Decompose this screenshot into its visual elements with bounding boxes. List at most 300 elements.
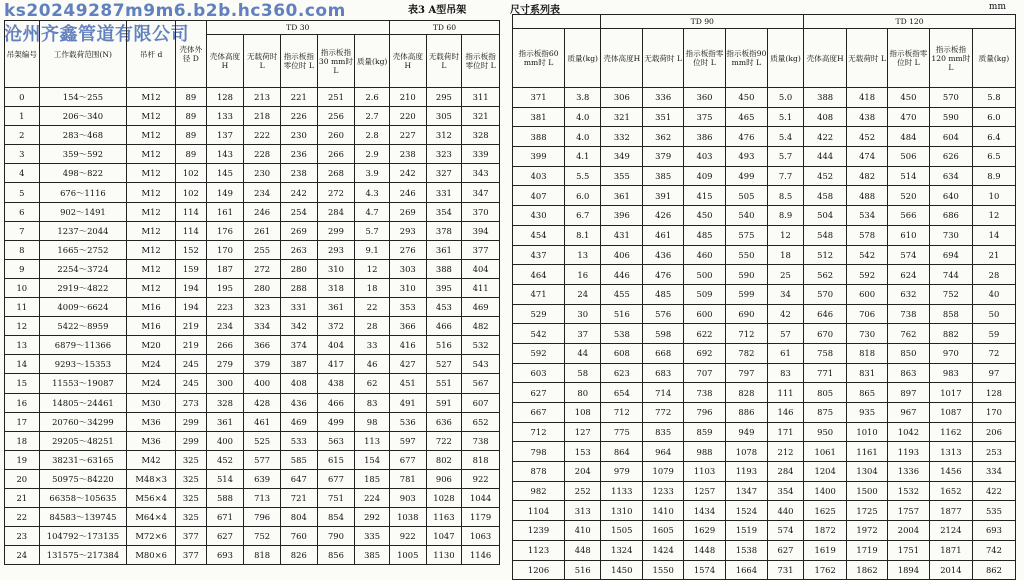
table-cell: 62: [355, 374, 390, 393]
table-cell: 293: [389, 221, 426, 240]
table-cell: 42: [767, 304, 803, 324]
table-cell: 349: [601, 147, 643, 167]
table-cell: 57: [767, 324, 803, 344]
table-cell: 13: [5, 336, 40, 355]
table-cell: 592: [513, 343, 565, 363]
table-cell: 288: [280, 278, 317, 297]
table-cell: 428: [244, 393, 281, 412]
table-cell: 826: [280, 546, 317, 565]
table-cell: 509: [684, 284, 726, 304]
table-cell: 260: [317, 126, 355, 145]
table-cell: 30: [565, 304, 601, 324]
table-row: [5, 336, 500, 355]
table-row: [513, 265, 1016, 285]
table-cell: 488: [847, 186, 888, 206]
table-cell: 1103: [684, 462, 726, 482]
table-cell: 730: [929, 225, 972, 245]
table-cell: 361: [206, 412, 244, 431]
table-cell: 505: [725, 186, 767, 206]
header-td60-cont: [513, 15, 601, 29]
table-cell: 1237～2044: [39, 221, 127, 240]
table-cell: 610: [887, 225, 929, 245]
table-cell: 464: [513, 265, 565, 285]
table-cell: 482: [847, 166, 888, 186]
table-cell: 153: [565, 442, 601, 462]
table-cell: 1532: [887, 481, 929, 501]
table-cell: 325: [176, 469, 207, 488]
table-cell: 114: [176, 202, 207, 221]
table-cell: 381: [513, 107, 565, 127]
table-cell: 391: [643, 186, 684, 206]
table-cell: 331: [426, 183, 462, 202]
table-cell: 325: [176, 488, 207, 507]
table-cell: 230: [244, 164, 281, 183]
table-cell: 1233: [643, 481, 684, 501]
table-cell: 372: [317, 317, 355, 336]
table-cell: 351: [643, 107, 684, 127]
table-cell: 450: [725, 88, 767, 108]
table-cell: 377: [176, 546, 207, 565]
table-cell: 922: [462, 469, 500, 488]
table-cell: 279: [206, 355, 244, 374]
table-cell: 683: [643, 363, 684, 383]
table-cell: 864: [601, 442, 643, 462]
header-mass: 质量(kg): [355, 35, 390, 88]
table-cell: 194: [176, 298, 207, 317]
table-cell: 7.7: [767, 166, 803, 186]
table-cell: 15: [5, 374, 40, 393]
table-cell: 104792～173135: [39, 527, 127, 546]
table-cell: 219: [176, 336, 207, 355]
table-cell: 6: [5, 202, 40, 221]
table-cell: 458: [804, 186, 847, 206]
table-cell: 538: [601, 324, 643, 344]
table-cell: 1605: [643, 521, 684, 541]
table-cell: 2919～4822: [39, 278, 127, 297]
table-cell: M12: [127, 240, 176, 259]
table-cell: 590: [725, 265, 767, 285]
table-cell: 775: [601, 422, 643, 442]
table-cell: 4: [5, 164, 40, 183]
table-cell: 1179: [462, 508, 500, 527]
table-cell: 396: [601, 206, 643, 226]
table-cell: 533: [280, 431, 317, 450]
table-cell: 59: [972, 324, 1015, 344]
table-row: [513, 442, 1016, 462]
table-cell: 1017: [929, 383, 972, 403]
table-cell: 2.6: [355, 88, 390, 107]
table-cell: M12: [127, 259, 176, 278]
table-cell: M16: [127, 317, 176, 336]
table-cell: 28: [355, 317, 390, 336]
table-row: [513, 166, 1016, 186]
table-cell: 712: [601, 403, 643, 423]
table-cell: 935: [847, 403, 888, 423]
table-cell: 377: [462, 240, 500, 259]
table-cell: 336: [643, 88, 684, 108]
table-cell: 600: [684, 304, 726, 324]
table-cell: 359～592: [39, 145, 127, 164]
table-cell: 731: [767, 560, 803, 580]
table-cell: 284: [317, 202, 355, 221]
table-cell: 332: [601, 127, 643, 147]
table-cell: 493: [725, 147, 767, 167]
table-cell: 922: [389, 527, 426, 546]
table-row: [513, 343, 1016, 363]
table-cell: 89: [176, 126, 207, 145]
table-cell: 865: [847, 383, 888, 403]
table-cell: 84583～139745: [39, 508, 127, 527]
table-cell: 1410: [643, 501, 684, 521]
table-cell: 238: [280, 164, 317, 183]
table-cell: 796: [244, 508, 281, 527]
table-cell: 668: [643, 343, 684, 363]
table-cell: 588: [206, 488, 244, 507]
table-cell: 1193: [887, 442, 929, 462]
table-cell: 686: [929, 206, 972, 226]
table-cell: 14: [5, 355, 40, 374]
table-cell: 170: [972, 403, 1015, 423]
table-cell: 548: [804, 225, 847, 245]
table-cell: 72: [972, 343, 1015, 363]
table-cell: 543: [462, 355, 500, 374]
table-cell: 328: [462, 126, 500, 145]
table-cell: 266: [317, 145, 355, 164]
table-cell: 12: [355, 259, 390, 278]
header-l60: 指示板指60 mm时 L: [513, 29, 565, 88]
table-cell: 471: [513, 284, 565, 304]
table-cell: 1574: [684, 560, 726, 580]
table-cell: 418: [847, 88, 888, 108]
table-cell: 1063: [462, 527, 500, 546]
header-td30: TD 30: [206, 21, 389, 35]
table-cell: 394: [462, 221, 500, 240]
table-cell: 878: [513, 462, 565, 482]
table-cell: 395: [426, 278, 462, 297]
table-cell: 1424: [643, 540, 684, 560]
table-cell: 46: [355, 355, 390, 374]
table-row: [5, 527, 500, 546]
table-cell: 5.7: [355, 221, 390, 240]
table-cell: 1310: [601, 501, 643, 521]
table-cell: 415: [684, 186, 726, 206]
table-cell: 850: [887, 343, 929, 363]
table-cell: 516: [426, 336, 462, 355]
table-cell: 520: [887, 186, 929, 206]
table-cell: 818: [462, 450, 500, 469]
table-cell: 818: [847, 343, 888, 363]
table-cell: 400: [244, 374, 281, 393]
table-cell: 362: [643, 127, 684, 147]
table-row: [513, 304, 1016, 324]
table-cell: 1161: [847, 442, 888, 462]
table-cell: 3.9: [355, 164, 390, 183]
table-cell: 527: [426, 355, 462, 374]
table-cell: 242: [389, 164, 426, 183]
table-cell: 403: [684, 147, 726, 167]
table-cell: 300: [206, 374, 244, 393]
table-cell: M12: [127, 126, 176, 145]
table-cell: 446: [601, 265, 643, 285]
table-cell: 604: [929, 127, 972, 147]
table-cell: 292: [355, 508, 390, 527]
table-cell: 1123: [513, 540, 565, 560]
table-cell: 219: [176, 317, 207, 336]
table-cell: 253: [972, 442, 1015, 462]
table-row: [5, 259, 500, 278]
table-cell: 452: [206, 450, 244, 469]
table-cell: 1324: [601, 540, 643, 560]
header-shell-h: 壳体高度H: [804, 29, 847, 88]
table-cell: 361: [426, 240, 462, 259]
table-cell: 835: [643, 422, 684, 442]
table-cell: 738: [684, 383, 726, 403]
table-cell: 562: [804, 265, 847, 285]
table-cell: 2.9: [355, 145, 390, 164]
table-cell: 499: [725, 166, 767, 186]
table-cell: 0: [5, 88, 40, 107]
table-cell: 149: [206, 183, 244, 202]
table-cell: 404: [317, 336, 355, 355]
table-cell: 195: [206, 278, 244, 297]
table-cell: 512: [804, 245, 847, 265]
table-cell: 6.4: [972, 127, 1015, 147]
table-cell: 137: [206, 126, 244, 145]
table-cell: 902～1491: [39, 202, 127, 221]
table-cell: 1751: [887, 540, 929, 560]
table-cell: 722: [426, 431, 462, 450]
table-cell: 19: [5, 450, 40, 469]
table-cell: 592: [847, 265, 888, 285]
table-cell: M16: [127, 298, 176, 317]
table-cell: 355: [601, 166, 643, 186]
table-cell: 591: [426, 393, 462, 412]
table-cell: 430: [513, 206, 565, 226]
table-row: [513, 521, 1016, 541]
table-cell: 964: [643, 442, 684, 462]
table-cell: M64×4: [127, 508, 176, 527]
table-cell: M12: [127, 202, 176, 221]
table-cell: 640: [929, 186, 972, 206]
table-cell: 461: [244, 412, 281, 431]
table-cell: 252: [565, 481, 601, 501]
table-cell: 261: [244, 221, 281, 240]
table-cell: 714: [643, 383, 684, 403]
table-cell: 1448: [684, 540, 726, 560]
table-cell: 171: [767, 422, 803, 442]
header-zero-l: 指示板指零位时 L: [887, 29, 929, 88]
table-cell: 128: [206, 88, 244, 107]
table-cell: 218: [244, 107, 281, 126]
table-row: [5, 88, 500, 107]
table-cell: 1257: [684, 481, 726, 501]
table-cell: 623: [601, 363, 643, 383]
table-cell: 550: [725, 245, 767, 265]
table-cell: 5.4: [767, 127, 803, 147]
table-cell: 343: [462, 164, 500, 183]
table-row: [513, 540, 1016, 560]
table-cell: 7: [5, 221, 40, 240]
table-cell: 331: [280, 298, 317, 317]
table-cell: 1450: [601, 560, 643, 580]
table-cell: 406: [601, 245, 643, 265]
header-shell-h: 壳体高度H: [389, 35, 426, 88]
table-cell: 12: [767, 225, 803, 245]
table-cell: 906: [426, 469, 462, 488]
table-cell: 1664: [725, 560, 767, 580]
table-cell: 8.5: [767, 186, 803, 206]
table-cell: 1505: [601, 521, 643, 541]
table-cell: 385: [643, 166, 684, 186]
table-cell: 2.8: [355, 126, 390, 145]
table-cell: 375: [684, 107, 726, 127]
table-cell: 886: [725, 403, 767, 423]
table-cell: 11553～19087: [39, 374, 127, 393]
table-cell: 327: [426, 164, 462, 183]
table-cell: 4.7: [355, 202, 390, 221]
table-row: [5, 183, 500, 202]
table-row: [513, 422, 1016, 442]
table-cell: 128: [972, 383, 1015, 403]
table-cell: 299: [176, 431, 207, 450]
table-cell: 636: [426, 412, 462, 431]
table-cell: 692: [684, 343, 726, 363]
table-cell: 1665～2752: [39, 240, 127, 259]
table-cell: 514: [887, 166, 929, 186]
table-cell: 469: [462, 298, 500, 317]
table-cell: 2254～3724: [39, 259, 127, 278]
table-cell: 575: [725, 225, 767, 245]
table-cell: 1400: [804, 481, 847, 501]
table-cell: 230: [280, 126, 317, 145]
table-cell: 152: [176, 240, 207, 259]
table-cell: 1044: [462, 488, 500, 507]
table-cell: 654: [601, 383, 643, 403]
table-cell: 20: [5, 469, 40, 488]
header-noload-l: 无载荷时 L: [244, 35, 281, 88]
table-cell: 4009～6624: [39, 298, 127, 317]
header-shell-h: 壳体高度H: [601, 29, 643, 88]
table-cell: 251: [317, 88, 355, 107]
table-cell: 303: [389, 259, 426, 278]
table-cell: 9: [5, 259, 40, 278]
table-cell: 436: [280, 393, 317, 412]
table-title-continued: 尺寸系列表: [510, 5, 560, 16]
table-cell: 738: [462, 431, 500, 450]
table-cell: 5: [5, 183, 40, 202]
header-noload-l: 无载荷时 L: [426, 35, 462, 88]
table-cell: 485: [643, 284, 684, 304]
table-cell: 854: [317, 508, 355, 527]
table-cell: M24: [127, 355, 176, 374]
table-cell: 311: [462, 88, 500, 107]
table-cell: 379: [244, 355, 281, 374]
table-cell: 6.5: [972, 147, 1015, 167]
table-cell: 245: [176, 374, 207, 393]
table-cell: 83: [767, 363, 803, 383]
table-cell: 37: [565, 324, 601, 344]
table-cell: 465: [725, 107, 767, 127]
table-cell: 1078: [725, 442, 767, 462]
table-cell: 634: [929, 166, 972, 186]
table-cell: 452: [804, 166, 847, 186]
table-row: [5, 546, 500, 565]
table-cell: 431: [601, 225, 643, 245]
table-cell: 1456: [929, 462, 972, 482]
table-cell: 221: [280, 88, 317, 107]
table-row: [5, 107, 500, 126]
table-cell: 450: [887, 88, 929, 108]
table-cell: 246: [244, 202, 281, 221]
table-cell: 61: [767, 343, 803, 363]
table-cell: 597: [389, 431, 426, 450]
table-cell: 328: [206, 393, 244, 412]
table-cell: 790: [317, 527, 355, 546]
table-cell: 6.0: [565, 186, 601, 206]
table-cell: 154～255: [39, 88, 127, 107]
table-cell: 269: [389, 202, 426, 221]
table-cell: 114: [176, 221, 207, 240]
table-cell: 970: [929, 343, 972, 363]
table-row: [513, 462, 1016, 482]
table-cell: 781: [389, 469, 426, 488]
table-cell: M24: [127, 374, 176, 393]
table-row: [5, 450, 500, 469]
table-cell: 24: [565, 284, 601, 304]
table-cell: 1757: [887, 501, 929, 521]
table-cell: 1193: [725, 462, 767, 482]
table-cell: 771: [804, 363, 847, 383]
table-cell: 269: [280, 221, 317, 240]
table-cell: M12: [127, 107, 176, 126]
table-cell: 8.1: [565, 225, 601, 245]
table-cell: 576: [643, 304, 684, 324]
table-cell: 9.1: [355, 240, 390, 259]
table-cell: 227: [389, 126, 426, 145]
table-cell: 1972: [847, 521, 888, 541]
table-cell: 310: [317, 259, 355, 278]
table-cell: 404: [462, 259, 500, 278]
table-cell: 2: [5, 126, 40, 145]
table-cell: 268: [317, 164, 355, 183]
table-cell: 299: [176, 412, 207, 431]
table-cell: 325: [176, 450, 207, 469]
table-cell: 20760～34299: [39, 412, 127, 431]
header-load-range: 工作载荷范围(N): [39, 21, 127, 88]
table-cell: 474: [847, 147, 888, 167]
table-cell: 484: [887, 127, 929, 147]
table-cell: 466: [426, 317, 462, 336]
table-cell: M36: [127, 431, 176, 450]
table-cell: 476: [725, 127, 767, 147]
table-row: [5, 145, 500, 164]
table-cell: 570: [929, 88, 972, 108]
table-cell: 438: [847, 107, 888, 127]
table-cell: 213: [244, 88, 281, 107]
table-cell: 802: [426, 450, 462, 469]
table-cell: 882: [929, 324, 972, 344]
table-cell: 859: [684, 422, 726, 442]
table-row: [5, 488, 500, 507]
table-cell: 387: [280, 355, 317, 374]
table-cell: 805: [804, 383, 847, 403]
table-cell: 1130: [426, 546, 462, 565]
table-cell: 444: [804, 147, 847, 167]
table-cell: 280: [244, 278, 281, 297]
table-cell: 1206: [513, 560, 565, 580]
table-cell: 1163: [426, 508, 462, 527]
table-row: [5, 469, 500, 488]
